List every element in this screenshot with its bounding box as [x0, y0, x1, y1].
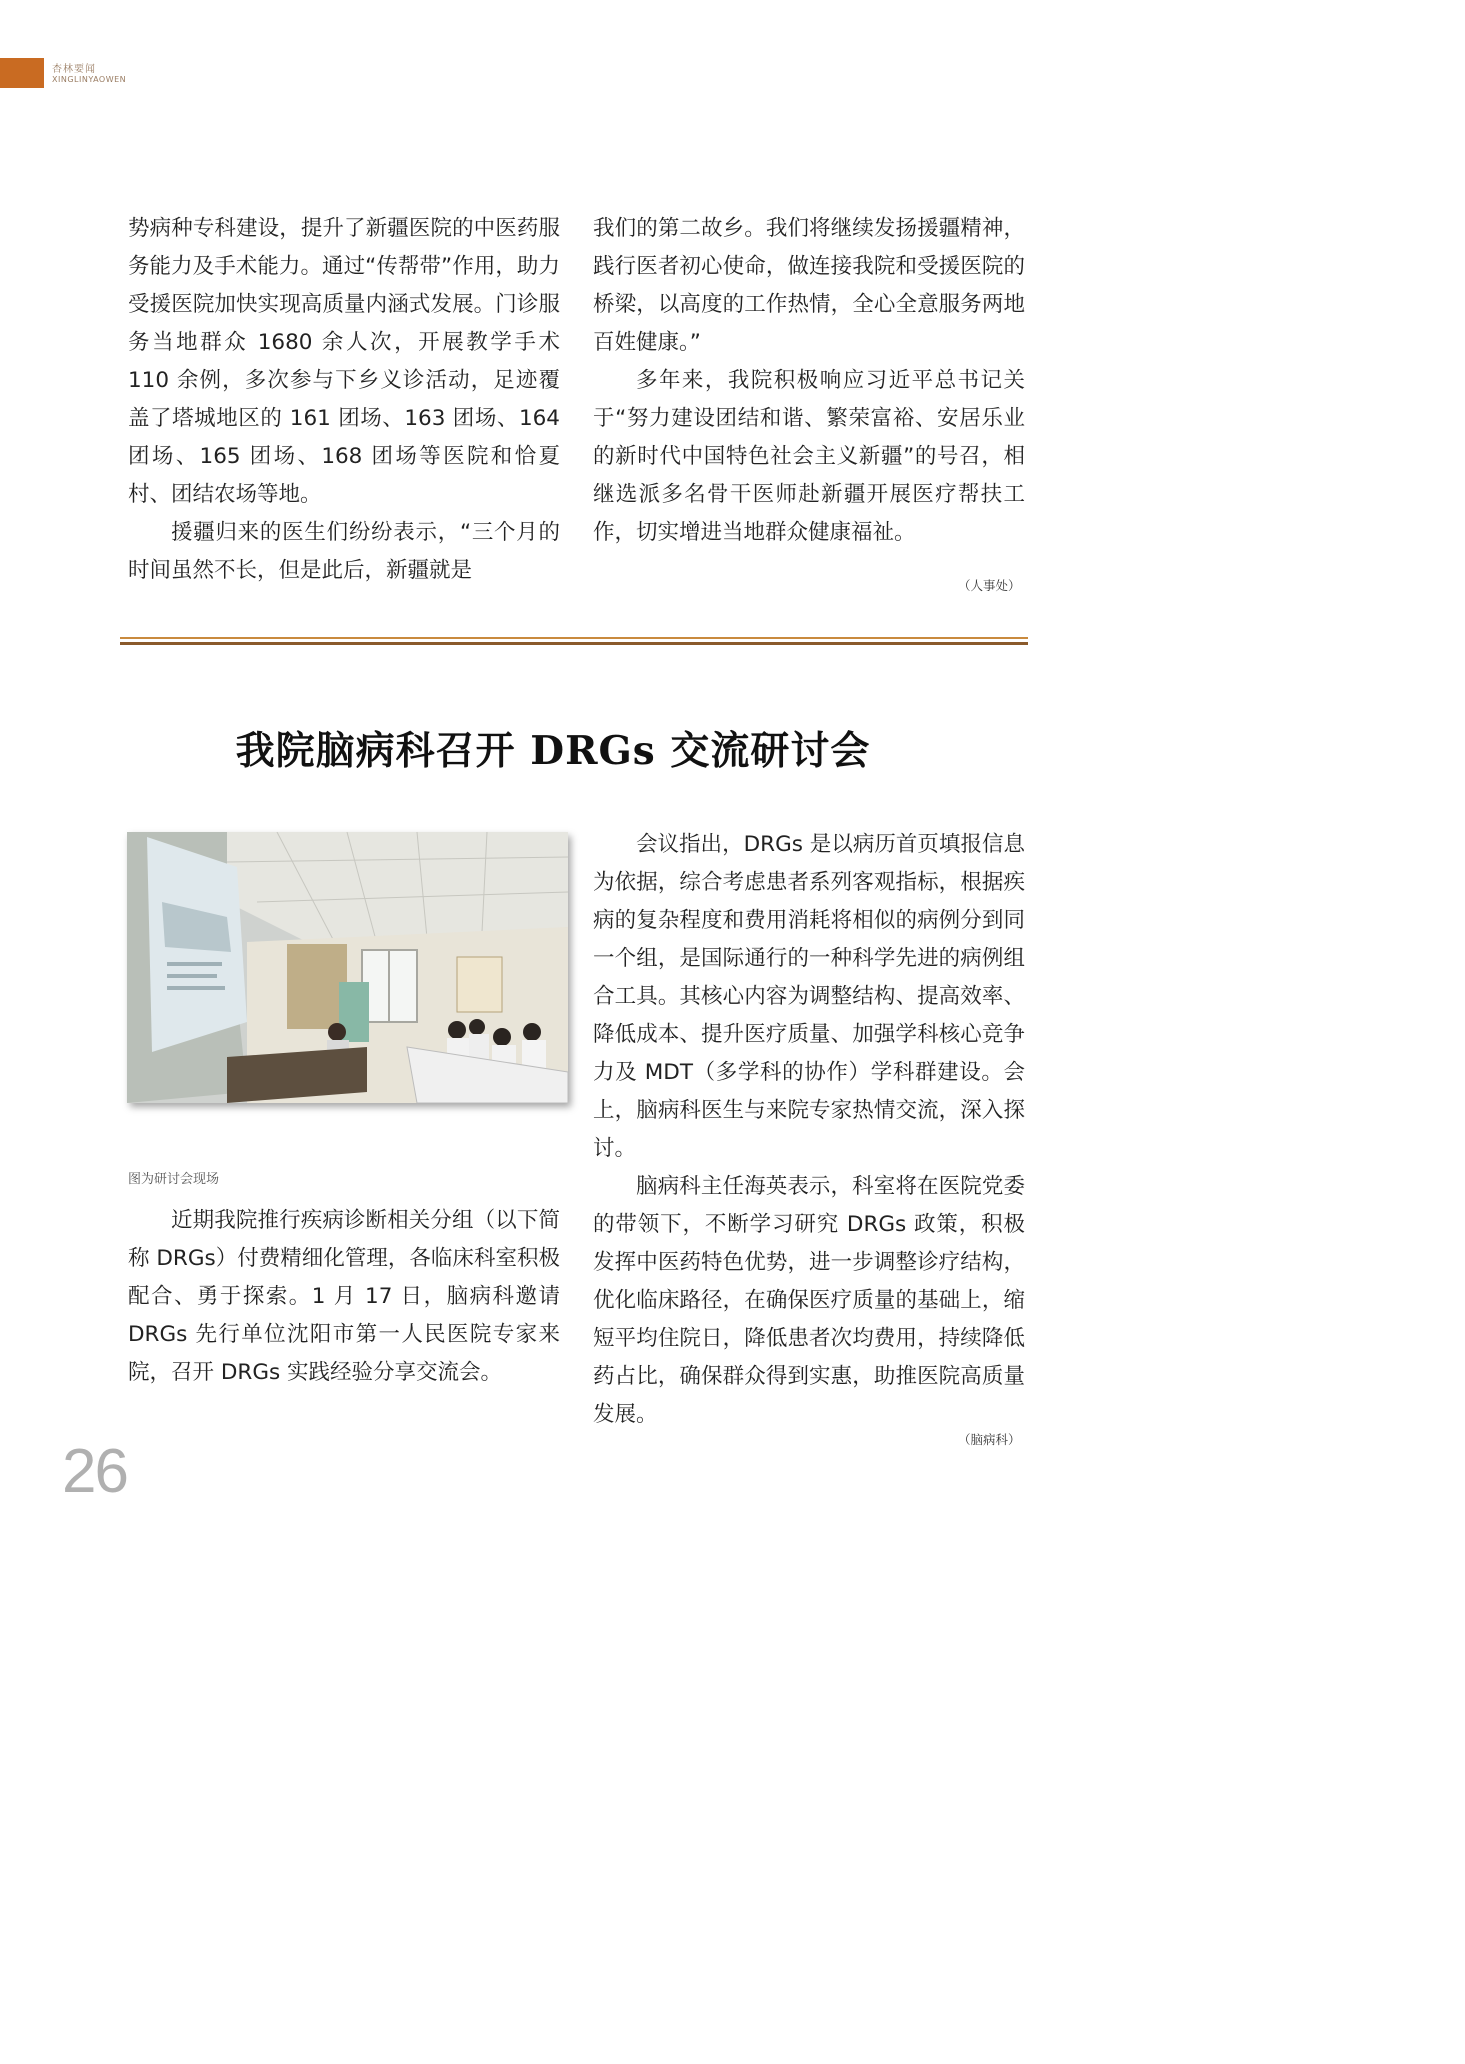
section-name-pinyin: XINGLINYAOWEN [52, 75, 127, 84]
paragraph: 脑病科主任海英表示，科室将在医院党委的带领下，不断学习研究 DRGs 政策，积极发挥中医药特色优势，进一步调整诊疗结构，优化临床路径，在确保医疗质量的基础上，缩短平均住院日，降低患者次均费用，持续降低药占比，确保群众得到实惠，助推医院高质量发展。 [593, 1174, 1025, 1427]
page-number: 26 [62, 1437, 127, 1506]
paragraph: 我们的第二故乡。我们将继续发扬援疆精神，践行医者初心使命，做连接我院和受援医院的桥梁，以高度的工作热情，全心全意服务两地百姓健康。” [593, 216, 1025, 355]
section-color-bar [0, 58, 44, 88]
section-name: 杏林要闻 [52, 64, 96, 75]
article-credit: （脑病科） [958, 1432, 1021, 1447]
paragraph: 会议指出，DRGs 是以病历首页填报信息为依据，综合考虑患者系列客观指标，根据疾病的复杂程度和费用消耗将相似的病例分到同一个组，是国际通行的一种科学先进的病例组合工具。其核心内容为调整结构、提高效率、降低成本、提升医疗质量、加强学科核心竞争力及 MDT（多学科的协作）学科群建设。会上，脑病科医生与来院专家热情交流，深入探讨。 [593, 832, 1025, 1161]
paragraph: 多年来，我院积极响应习近平总书记关于“努力建设团结和谐、繁荣富裕、安居乐业的新时代中国特色社会主义新疆”的号召，相继选派多名骨干医师赴新疆开展医疗帮扶工作，切实增进当地群众健康福祉。 [593, 368, 1025, 545]
article-column-left [128, 1202, 560, 1392]
paragraph: 势病种专科建设，提升了新疆医院的中医药服务能力及手术能力。通过“传帮带”作用，助力受援医院加快实现高质量内涵式发展。门诊服务当地群众 1680 余人次，开展教学手术 110 余例，多次参与下乡义诊活动，足迹覆盖了塔城地区的 161 团场、163 团场、164 团场、165 团场、168 团场等医院和恰夏村、团结农场等地。 [128, 216, 560, 507]
article-credit: （人事处） [958, 578, 1021, 593]
paragraph: 援疆归来的医生们纷纷表示，“三个月的时间虽然不长，但是此后，新疆就是 [128, 520, 560, 583]
article-column-right [593, 826, 1025, 1434]
article-title: 我院脑病科召开 DRGs 交流研讨会 [235, 728, 871, 774]
photo-caption: 图为研讨会现场 [128, 1172, 220, 1187]
seminar-photo [127, 832, 568, 1103]
previous-article-column-left [128, 210, 560, 590]
previous-article-column-right [593, 210, 1025, 552]
paragraph: 近期我院推行疾病诊断相关分组（以下简称 DRGs）付费精细化管理，各临床科室积极配合、勇于探索。1 月 17 日，脑病科邀请 DRGs 先行单位沈阳市第一人民医院专家来院，召开 DRGs 实践经验分享交流会。 [128, 1208, 560, 1385]
section-divider [120, 637, 1028, 646]
